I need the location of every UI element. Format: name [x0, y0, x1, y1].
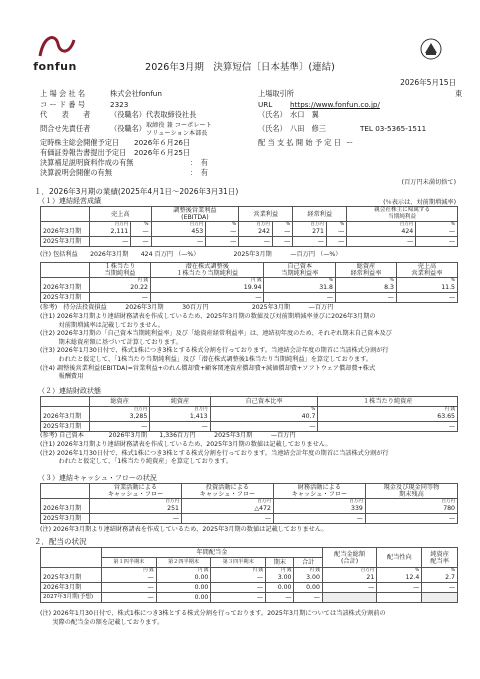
dividend-table — [40, 547, 458, 603]
value-cell: — — [347, 237, 416, 247]
unit-cell: % — [206, 222, 239, 228]
contact-label: 問合せ先責任者 — [40, 124, 91, 133]
unit-cell: 円 銭 — [211, 568, 266, 574]
value-cell: 8.3 — [335, 283, 396, 293]
value-cell: — — [396, 293, 457, 303]
value-cell: 453 — [151, 227, 206, 237]
unit-cell: 百万円 — [239, 222, 273, 228]
note-line: (注3) 2026年1月30日付で、株式1株につき3株とする株式分割を行っております。当連結会計年度の期首に当該株式分割が行 — [40, 347, 389, 355]
value-cell: 0.00 — [294, 583, 322, 593]
col-header: 期末 — [266, 558, 294, 568]
table-row — [41, 583, 458, 593]
per-share-table — [40, 262, 458, 303]
value-cell: 31.8 — [264, 283, 335, 293]
value-cell: — — [131, 227, 151, 237]
comprehensive-income-note: (注) 包括利益 2026年3月期 424 百万円 （—%） 2025年3月期 —百万円 （—%） — [40, 251, 342, 258]
value-cell: △472 — [181, 504, 273, 514]
value-cell: — — [294, 593, 322, 603]
table-row — [41, 237, 458, 247]
unit-cell: % — [210, 407, 318, 413]
unit-cell: % — [416, 222, 458, 228]
col-header: 営業利益 — [239, 207, 293, 222]
row-label: 2025年3月期 — [41, 237, 90, 247]
row-label: 2025年3月期 — [41, 573, 102, 583]
rep-label: 代 表 者 — [40, 110, 91, 119]
unit-cell: 円 銭 — [90, 278, 151, 284]
exchange-value: 東 — [455, 89, 463, 98]
corner-cell — [41, 548, 102, 568]
code-label: コ ー ド 番 号 — [40, 100, 86, 109]
logo-text: fonfun — [33, 60, 77, 73]
value-cell: — — [264, 293, 335, 303]
col-header: 総資産 — [90, 397, 150, 407]
value-cell: — — [102, 593, 157, 603]
report-filing-date: 2026年６月25日 — [134, 148, 191, 157]
table-row — [41, 504, 458, 514]
value-cell: — — [416, 227, 458, 237]
value-cell: 20.22 — [90, 283, 151, 293]
equity-ref: (参考) 自己資本 2026年3月期 1,336百万円 2025年3月期 —百万円 — [40, 432, 296, 439]
row-label: 2026年3月期 — [41, 227, 90, 237]
col-header: 合計 — [294, 558, 322, 568]
col-header: 現金及び現金同等物 期末残高 — [365, 484, 457, 499]
unit-cell: 円 銭 — [318, 407, 458, 413]
value-cell: 242 — [239, 227, 273, 237]
value-cell: 2.7 — [422, 573, 458, 583]
agm-date: 2026年６月26日 — [134, 138, 191, 147]
dividend-start-label: 配 当 支 払 開 始 予 定 日 — [258, 138, 341, 147]
note-line: 報酬費用 — [40, 373, 84, 381]
cash-flow-title: （３）連結キャッシュ・フローの状況 — [38, 474, 157, 482]
value-cell: — — [422, 583, 458, 593]
value-cell: 0.00 — [266, 583, 294, 593]
unit-cell: % — [422, 568, 458, 574]
value-cell: — — [150, 293, 264, 303]
value-cell: — — [90, 293, 151, 303]
table-row — [41, 283, 458, 293]
value-cell: — — [102, 583, 157, 593]
rep-name: 水口 翼 — [290, 110, 319, 119]
note-line: 実際の配当金の額を記載しております。 — [40, 618, 164, 626]
value-cell: — — [211, 593, 266, 603]
table-row — [41, 593, 458, 603]
value-cell: — — [273, 514, 365, 524]
value-cell: 780 — [365, 504, 457, 514]
value-cell: — — [239, 237, 273, 247]
value-cell: — — [102, 573, 157, 583]
table-row — [41, 514, 458, 524]
unit-cell: 百万円 — [347, 222, 416, 228]
section-1-sub: （１）連結経営成績 — [38, 197, 101, 205]
unit-cell: 百万円 — [322, 568, 376, 574]
value-cell: 21 — [322, 573, 376, 583]
col-header: 純資産 — [150, 397, 210, 407]
section-1-notes — [40, 313, 392, 382]
value-cell: — — [90, 514, 182, 524]
unit-cell: 円 銭 — [150, 278, 264, 284]
col-header: １株当たり 当期純利益 — [90, 263, 151, 278]
unit-cell: % — [335, 278, 396, 284]
value-cell: — — [211, 573, 266, 583]
col-header: 総資産 経常利益率 — [335, 263, 396, 278]
col-header: 売上高 — [90, 207, 152, 222]
financial-position-title: （２）連結財政状態 — [38, 387, 101, 395]
note-line: われたと仮定して、「1株当たり当期純利益」及び「潜在株式調整後1株当たり当期純利益」を算定しております。 — [40, 355, 373, 363]
value-cell: — — [272, 237, 292, 247]
table-row — [41, 422, 458, 432]
value-cell: — — [181, 514, 273, 524]
value-cell: — — [365, 514, 457, 524]
table-row — [41, 293, 458, 303]
contact-role-label: （役職名） — [110, 124, 146, 133]
value-cell: 19.94 — [150, 283, 264, 293]
corner-cell — [41, 397, 90, 407]
value-cell: — — [210, 422, 318, 432]
contact-tel: TEL 03-5365-1511 — [360, 124, 427, 133]
table-row — [41, 227, 458, 237]
note-line: (注2) 2026年3月期の「自己資本当期純利益率」及び「総資産経常利益率」は、連結初年度のため、それぞれ期末自己資本及び — [40, 330, 392, 338]
code-value: 2323 — [110, 100, 129, 109]
unit-cell: 百万円 — [293, 222, 327, 228]
note-line: 期末総資産額に基づいて計算しております。 — [40, 338, 182, 346]
contact-role-1: 取締役 兼 コーポレート — [146, 122, 212, 129]
row-label: 2025年3月期 — [41, 514, 90, 524]
value-cell — [322, 593, 376, 603]
group-header: 年間配当金 — [102, 548, 323, 558]
value-cell: 11.5 — [396, 283, 457, 293]
financial-position-table — [40, 396, 458, 432]
rounding-note: (百万円未満切捨て) — [401, 179, 456, 186]
unit-cell: 百万円 — [181, 499, 273, 505]
value-cell: — — [326, 227, 346, 237]
col-header: １株当たり純資産 — [318, 397, 458, 407]
col-header: 経常利益 — [293, 207, 347, 222]
agm-label: 定時株主総会開催予定日 — [40, 138, 120, 147]
col-header: 売上高 営業利益率 — [396, 263, 457, 278]
value-cell: — — [90, 422, 150, 432]
col-header: 調整後営業利益 (EBITDA) — [151, 207, 239, 222]
value-cell: — — [131, 237, 151, 247]
unit-cell: % — [396, 278, 457, 284]
col-header: 配当性向 — [377, 548, 422, 568]
contact-role-2: ソリューション本部長 — [146, 130, 208, 137]
value-cell: 12.4 — [377, 573, 422, 583]
value-cell: 251 — [90, 504, 182, 514]
unit-cell: 百万円 — [90, 222, 131, 228]
value-cell: — — [266, 593, 294, 603]
corner-cell — [41, 484, 90, 499]
unit-cell: 百万円 — [151, 222, 206, 228]
unit-cell: 百万円 — [365, 499, 457, 505]
unit-cell: % — [131, 222, 151, 228]
unit-cell: 円 銭 — [156, 568, 211, 574]
unit-cell: 百万円 — [90, 407, 150, 413]
note-line: (注) 2026年1月30日付で、株式1株につき3株とする株式分割を行っております。2025年3月期については当該株式分割前の — [40, 610, 386, 617]
briefing-label: 決算説明会開催の有無 — [40, 168, 112, 177]
section-1-sub-note: (％表示は、対前期増減率) — [383, 199, 456, 206]
value-cell: 339 — [273, 504, 365, 514]
value-cell: 424 — [347, 227, 416, 237]
col-header: 営業活動による キャッシュ・フロー — [90, 484, 182, 499]
value-cell: — — [377, 583, 422, 593]
logo-mark-icon — [22, 30, 88, 58]
value-cell: — — [206, 227, 239, 237]
value-cell — [422, 593, 458, 603]
value-cell: 40.7 — [210, 412, 318, 422]
corner-cell — [41, 207, 90, 222]
note-line: 対前期増減率は記載しておりません。 — [40, 321, 165, 329]
company-name: 株式会社fonfun — [110, 89, 162, 98]
section-1-title: １．2026年3月期の業績(2025年4月1日～2026年3月31日) — [34, 187, 239, 196]
rep-name-label: （氏名） — [258, 110, 287, 119]
col-header: 親会社株主に帰属する 当期純利益 — [347, 207, 458, 222]
row-label: 2026年3月期 — [41, 412, 90, 422]
col-header: 財務活動による キャッシュ・フロー — [273, 484, 365, 499]
value-cell: 0.00 — [156, 593, 211, 603]
col-header: 投資活動による キャッシュ・フロー — [181, 484, 273, 499]
value-cell — [377, 593, 422, 603]
value-cell: — — [206, 237, 239, 247]
cash-flow-note: (注) 2026年3月期より連結財務諸表を作成しているため、2025年3月期の数値は記載しておりません。 — [40, 526, 328, 533]
value-cell: — — [318, 422, 458, 432]
value-cell: — — [326, 237, 346, 247]
note-line: (注4) 調整後営業利益(EBITDA)=営業利益+のれん償却費+顧客関連資産償却費+減価償却費+ソフトウェア償却費+株式 — [40, 364, 376, 372]
note-line: (注1) 2026年3月期より連結財務諸表を作成しているため、2025年3月期の数値及び対前期増減率並びに2026年3月期の — [40, 313, 376, 320]
col-header: 第２四半期末 — [156, 558, 211, 568]
contact-name-label: （氏名） — [258, 124, 287, 133]
unit-cell: 百万円 — [90, 499, 182, 505]
unit-cell: 円 銭 — [294, 568, 322, 574]
value-cell: — — [211, 583, 266, 593]
value-cell: 0.00 — [156, 583, 211, 593]
unit-cell: 百万円 — [273, 499, 365, 505]
unit-cell: % — [272, 222, 292, 228]
note-line: (注1) 2026年3月期より連結財務諸表を作成しているため、2025年3月期の数値は記載しておりません。 — [40, 441, 332, 448]
note-line: われたと仮定して、「1株当たり純資産」を算定しております。 — [40, 458, 233, 466]
value-cell: — — [272, 227, 292, 237]
value-cell: 3,285 — [90, 412, 150, 422]
col-header: 配当金総額 (合計) — [322, 548, 376, 568]
url-label: URL — [258, 100, 273, 109]
briefing-value: ： 有 — [190, 168, 208, 177]
table-row — [41, 412, 458, 422]
row-label: 2026年3月期 — [41, 583, 102, 593]
value-cell: — — [335, 293, 396, 303]
value-cell: 3.00 — [294, 573, 322, 583]
value-cell: 3.00 — [266, 573, 294, 583]
col-header: 自己資本 当期純利益率 — [264, 263, 335, 278]
cash-flow-table — [40, 483, 458, 524]
unit-cell: 百万円 — [150, 407, 210, 413]
unit-cell: 円 銭 — [102, 568, 157, 574]
report-title: 2026年3月期 決算短信〔日本基準〕(連結) — [145, 62, 335, 73]
row-label: 2025年3月期 — [41, 422, 90, 432]
value-cell: — — [151, 237, 206, 247]
exchange-label: 上場取引所 — [258, 89, 294, 98]
col-header: 純資産 配当率 — [422, 548, 458, 568]
table-row — [41, 573, 458, 583]
value-cell: — — [90, 237, 131, 247]
value-cell: 0.00 — [156, 573, 211, 583]
corner-cell — [41, 263, 90, 278]
supp-material-value: ： 有 — [190, 158, 208, 167]
col-header: 第１四半期末 — [102, 558, 157, 568]
dividend-start-date: ー — [346, 138, 354, 147]
note-line: (注2) 2026年1月30日付で、株式1株につき3株とする株式分割を行っております。当連結会計年度の期首に当該株式分割が行 — [40, 449, 389, 457]
unit-cell: % — [377, 568, 422, 574]
unit-cell: % — [326, 222, 346, 228]
row-label: 2027年3月期(予想) — [41, 593, 102, 603]
operating-results-table — [40, 206, 458, 247]
value-cell: — — [150, 422, 210, 432]
equity-method-ref: (参考) 持分法投資損益 2026年3月期 30百万円 2025年3月期 —百万円 — [40, 304, 334, 311]
dividend-section-title: ２．配当の状況 — [34, 537, 87, 546]
value-cell: — — [293, 237, 327, 247]
section-2-notes — [40, 441, 389, 467]
row-label: 2026年3月期 — [41, 283, 90, 293]
report-filing-label: 有価証券報告書提出予定日 — [40, 148, 127, 157]
value-cell: — — [322, 583, 376, 593]
unit-cell: % — [264, 278, 335, 284]
col-header: 潜在株式調整後 １株当たり当期純利益 — [150, 263, 264, 278]
value-cell: — — [416, 237, 458, 247]
dividend-notes — [40, 610, 386, 627]
col-header: 自己資本比率 — [210, 397, 318, 407]
value-cell: 2,111 — [90, 227, 131, 237]
row-label: 2025年3月期 — [41, 293, 90, 303]
supp-material-label: 決算補足説明資料作成の有無 — [40, 158, 134, 167]
value-cell: 63.65 — [318, 412, 458, 422]
unit-cell: 円 銭 — [266, 568, 294, 574]
rep-role: （役職名）代表取締役社長 — [110, 110, 197, 119]
company-name-label: 上 場 会 社 名 — [40, 89, 86, 98]
value-cell: 1,413 — [150, 412, 210, 422]
row-label: 2026年3月期 — [41, 504, 90, 514]
report-date: 2026年5月15日 — [400, 78, 456, 87]
col-header: 第３四半期末 — [211, 558, 266, 568]
value-cell: 271 — [293, 227, 327, 237]
contact-name: 八田 修三 — [290, 124, 326, 133]
company-url-link[interactable]: https://www.fonfun.co.jp/ — [290, 100, 380, 109]
